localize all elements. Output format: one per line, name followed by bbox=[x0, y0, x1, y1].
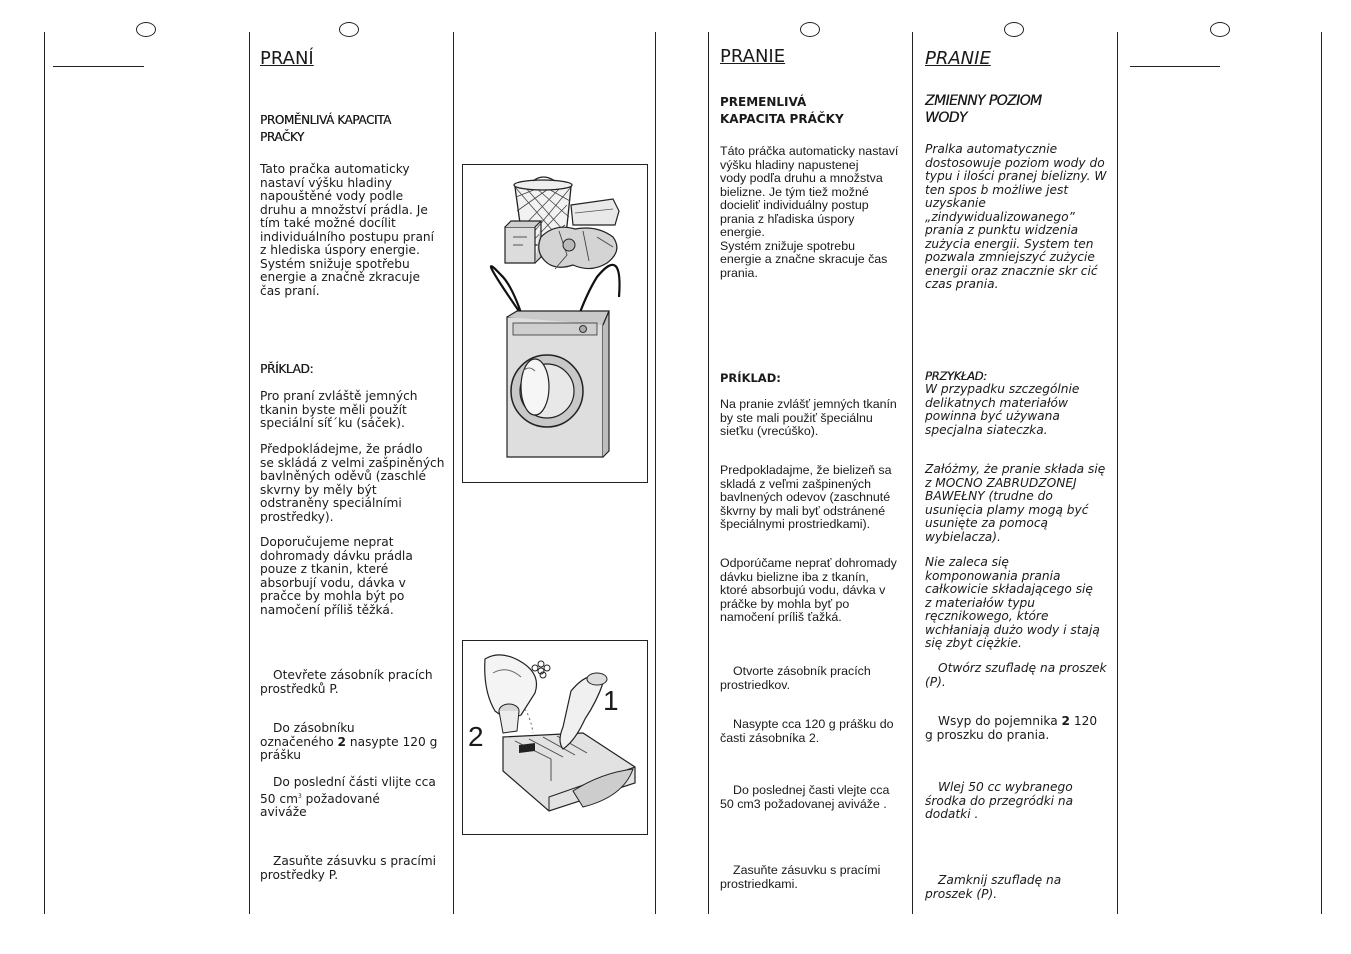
cz-step-4: Zasuňte zásuvku s pracími prostředky P. bbox=[260, 854, 436, 882]
compartment-2-label: 2 bbox=[468, 721, 484, 752]
column-divider bbox=[708, 32, 709, 914]
column-divider bbox=[44, 32, 45, 914]
header-rule bbox=[53, 66, 144, 67]
pl-step-1: Otwórz szufladę na proszek (P). bbox=[925, 661, 1107, 689]
cz-step-1: Otevřete zásobník pracích prostředků P. bbox=[260, 668, 433, 696]
washing-machine-icon bbox=[463, 165, 647, 482]
column-divider bbox=[1117, 32, 1118, 914]
cz-example-3: Doporučujeme neprat dohromady dávku prádla pouze z tkanin, které absorbují vodu, dávka v pračce by mohla být po namočení příliš těžká. bbox=[260, 535, 413, 617]
column-divider bbox=[1321, 32, 1322, 914]
pl-example-label: PRZYKŁAD: bbox=[925, 369, 987, 383]
sk-example-3: Odporúčame neprať dohromady dávku bielizne iba z tkanín, ktoré absorbujú vodu, dávka v práčke by mohla byť po namočení príliš ťažká. bbox=[720, 556, 897, 624]
cz-example-2: Předpokládejme, že prádlo se skládá z velmi zašpiněných bavlněných oděvů (zaschlé skvrny by měly být odstraněny speciálními prostředky). bbox=[260, 442, 445, 524]
cz-step-3: Do poslední části vlijte cca 50 $cm^3$ požadované aviváže bbox=[260, 775, 436, 820]
cz-example-label: PŘÍKLAD: bbox=[260, 362, 314, 376]
pl-step-2: Wsyp do pojemnika 2 120 g proszku do prania. bbox=[925, 714, 1098, 742]
column-divider bbox=[655, 32, 656, 914]
language-flag-marker bbox=[339, 22, 359, 37]
sk-step-4: Zasuňte zásuvku s pracími prostriedkami. bbox=[720, 863, 881, 891]
compartment-1-label: 1 bbox=[603, 685, 619, 716]
cz-example-1: Pro praní zvláště jemných tkanin byste měli použít speciální síť´ku (sáček). bbox=[260, 389, 418, 430]
cz-subtitle: PROMĚNLIVÁ KAPACITA PRAČKY bbox=[260, 113, 391, 144]
cz-step-2: Do zásobníku označeného 2 nasypte 120 g prášku bbox=[260, 721, 438, 762]
header-rule bbox=[1130, 66, 1220, 67]
sk-step-2: Nasypte cca 120 g prášku do časti zásobníka 2. bbox=[720, 717, 894, 745]
detergent-drawer-illustration bbox=[462, 640, 648, 835]
pl-example-1: W przypadku szczególnie delikatnych materiałów powinna być używana specjalna siateczka. bbox=[925, 382, 1080, 437]
pl-section-title: PRANIE bbox=[925, 48, 991, 69]
column-divider bbox=[453, 32, 454, 914]
cz-section-title: PRANÍ bbox=[260, 48, 314, 69]
pl-example-2: Załóżmy, że pranie składa się z MOCNO ZABRUDZONEJ BAWEŁNY (trudne do usunięcia plamy mogą być usunięte za pomocą wybielacza). bbox=[925, 462, 1106, 544]
language-flag-marker bbox=[1210, 22, 1230, 37]
pl-example-3: Nie zaleca się komponowania prania całkowicie składającego się z materiałów typu ręcznikowego, które wchłaniają dużo wody i stają się zbyt ciężkie. bbox=[925, 555, 1100, 650]
pl-intro-text: Pralka automatycznie dostosowuje poziom wody do typu i ilości pranej bielizny. W ten spos b możliwe jest uzyskanie „zindywidualizowanego” prania z punktu widzenia zużycia energii. System ten pozwala zmniejszyć zużycie energii oraz znacznie skr cić czas prania. bbox=[925, 142, 1107, 291]
pl-step-3: Wlej 50 cc wybranego środka do przegródki na dodatki . bbox=[925, 780, 1074, 821]
column-divider bbox=[912, 32, 913, 914]
sk-example-label: PRÍKLAD: bbox=[720, 371, 781, 385]
sk-section-title: PRANIE bbox=[720, 46, 786, 67]
language-flag-marker bbox=[800, 22, 820, 37]
language-flag-marker bbox=[1004, 22, 1024, 37]
language-flag-marker bbox=[136, 22, 156, 37]
pl-step-4: Zamknij szufladę na proszek (P). bbox=[925, 873, 1062, 901]
sk-subtitle: PREMENLIVÁ KAPACITA PRÁČKY bbox=[720, 95, 844, 126]
cz-intro-text: Tato pračka automaticky nastaví výšku hladiny napouštěné vody podle druhu a množství prádla. Je tím také možné docílit individuálního postupu praní z hlediska úspory energie. Systém snižuje spotřebu energie a značně zkracuje čas praní. bbox=[260, 162, 435, 298]
sk-example-2: Predpokladajme, že bielizeň sa skladá z veľmi zašpinených bavlnených odevov (zaschnuté škvrny by mali byť odstránené špeciálnymi prostriedkami). bbox=[720, 463, 892, 531]
pl-subtitle: ZMIENNY POZIOM WODY bbox=[925, 93, 1042, 126]
sk-step-3: Do poslednej časti vlejte cca 50 cm3 požadovanej aviváže . bbox=[720, 783, 890, 811]
sk-example-1: Na pranie zvlášť jemných tkanín by ste mali použiť špeciálnu sieťku (vrecúško). bbox=[720, 397, 897, 438]
laundry-machine-illustration bbox=[462, 164, 648, 483]
sk-step-1: Otvorte zásobník pracích prostriedkov. bbox=[720, 664, 871, 692]
column-divider bbox=[249, 32, 250, 914]
detergent-drawer-icon bbox=[463, 641, 647, 834]
sk-intro-text: Táto práčka automaticky nastaví výšku hladiny napustenej vody podľa druhu a množstva bielizne. Je tým tiež možné docieliť individuálny postup prania z hľadiska úspory energie. Systém znižuje spotrebu energie a značne skracuje čas prania. bbox=[720, 144, 899, 280]
